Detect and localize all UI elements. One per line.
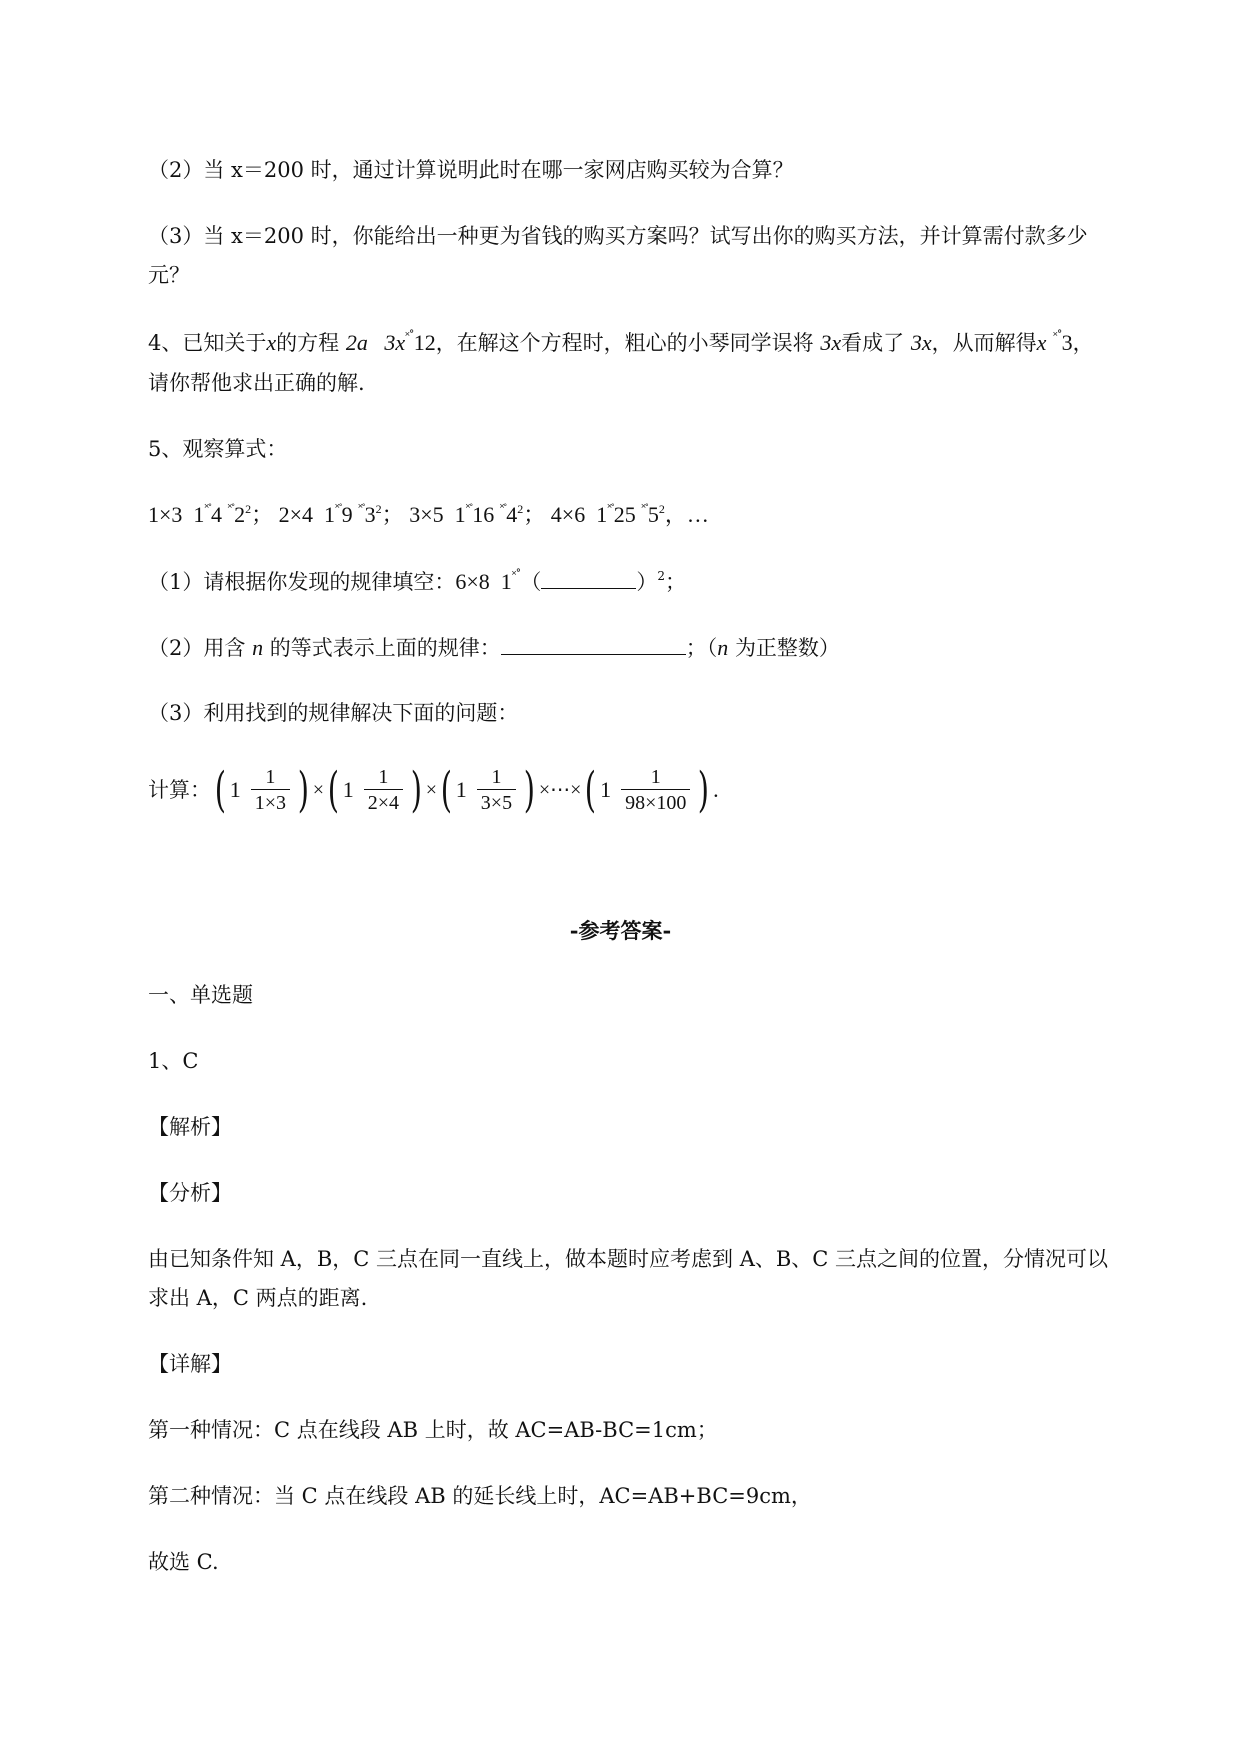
q5-series (148, 500, 709, 533)
odd-symbol: ˟˚ (511, 568, 521, 582)
q5-part2-blank[interactable] (501, 632, 686, 655)
q4-mid3: 看成了 (841, 331, 905, 355)
fraction-3: $\frac{1}{3\times 5}$ (477, 765, 516, 816)
calc-label: 计算： (148, 778, 211, 802)
fraction-4: $\frac{1}{98\times 100}$ (621, 765, 690, 816)
q4-line2: 请你帮他求出正确的解. (148, 371, 365, 395)
ellipsis: ，… (664, 502, 709, 527)
separator: ； (381, 502, 404, 527)
q4-prefix: 4、已知关于 (148, 331, 267, 355)
q4-equation: 2a 3x (345, 330, 406, 355)
answers-heading: -参考答案- (569, 918, 672, 943)
q4-x-symbol: ˟˚ (1053, 329, 1062, 343)
one: 1 (342, 777, 354, 802)
q5-item-1: 1×3 1˟˚4 $^{˟˚}2^2$ (148, 501, 252, 527)
q4-eq-rhs: 12 (413, 330, 436, 355)
paren-open: ( (214, 762, 226, 818)
semicolon: ； (665, 570, 687, 594)
paren-close: ) (523, 762, 536, 818)
q5-part3: （3）利用找到的规律解决下面的问题： (148, 701, 519, 725)
xiangjie-label: 【详解】 (148, 1352, 232, 1376)
q5-part1-expr: 6×8 1 (455, 569, 512, 594)
q4-mid1: 的方程 (276, 331, 340, 355)
q3-part2: （2）当 x＝200 时，通过计算说明此时在哪一家网店购买较为合算？ (148, 158, 794, 182)
answers-section: 一、单选题 (148, 983, 253, 1007)
close-paren: ） (636, 570, 658, 594)
q4-term1: 3x (820, 330, 842, 355)
one: 1 (229, 777, 241, 802)
q4-eq-symbol: ˟˚ (405, 329, 414, 343)
q5-item-2: 2×4 1˟˚9 $^{˟˚}3^2$ (278, 501, 382, 527)
analysis-line2: 求出 A，C 两点的距离. (148, 1286, 368, 1310)
fenxi-label: 【分析】 (148, 1181, 232, 1205)
separator: ； (251, 502, 274, 527)
q5-part1-prefix: （1）请根据你发现的规律填空： (148, 570, 456, 594)
paren-open: ( (327, 762, 340, 818)
var-n: n (252, 635, 264, 660)
case2: 第二种情况：当 C 点在线段 AB 的延长线上时，AC=AB+BC=9cm， (148, 1484, 812, 1508)
q5-part2-tail: 为正整数） (734, 636, 840, 660)
q4-mid4: ，从而解得 (931, 331, 1037, 355)
q4-xvar: x (1036, 330, 1047, 355)
paren-close: ) (698, 762, 710, 818)
conclusion: 故选 C. (148, 1550, 219, 1574)
jiexi-label: 【解析】 (148, 1115, 232, 1139)
q4-term2: 3x (910, 330, 932, 355)
one: 1 (455, 777, 467, 802)
q5-item-3: 3×5 1˟˚16 $^{˟˚}4^2$ (409, 501, 524, 527)
q4-var: x (266, 330, 277, 355)
times-ellipsis: ×⋯× (538, 779, 582, 801)
one: 1 (600, 777, 612, 802)
period: . (713, 777, 719, 802)
q5-item-4: 4×6 1˟˚25 $^{˟˚}5^2$ (550, 501, 665, 527)
exponent: 2 (657, 569, 666, 583)
q5-part1 (148, 566, 686, 600)
paren-close: ) (410, 762, 423, 818)
times: × (312, 779, 325, 801)
q5-title: 5、观察算式： (148, 437, 288, 461)
q4-mid2: ，在解这个方程时，粗心的小琴同学误将 (435, 331, 814, 355)
q5-part2-mid: 的等式表示上面的规律： (269, 636, 501, 660)
q5-part2-prefix: （2）用含 (148, 636, 246, 660)
q3-part3-line2: 元？ (148, 263, 190, 287)
paren-open: ( (440, 762, 453, 818)
q5-part1-blank[interactable] (541, 566, 636, 589)
fraction-2: $\frac{1}{2\times 4}$ (364, 765, 403, 816)
q3-part3-line1: （3）当 x＝200 时，你能给出一种更为省钱的购买方案吗？试写出你的购买方法，并计算需付款多少 (148, 224, 1088, 248)
answer-1: 1、C (148, 1049, 199, 1073)
paren-open: ( (585, 762, 597, 818)
q4-line1 (148, 328, 1094, 361)
q5-part2-end: ；（ (685, 636, 718, 660)
var-n: n (717, 635, 729, 660)
q4-xval: 3 (1061, 330, 1073, 355)
q5-part2 (148, 632, 840, 663)
open-paren: （ (520, 570, 542, 594)
times: × (425, 779, 438, 801)
paren-close: ) (297, 762, 310, 818)
fraction-1: $\frac{1}{1\times 3}$ (251, 765, 290, 816)
separator: ； (523, 502, 546, 527)
q5-calc (148, 760, 719, 820)
q4-end: ， (1072, 331, 1094, 355)
analysis-line1: 由已知条件知 A，B，C 三点在同一直线上，做本题时应考虑到 A、B、C 三点之间的位置，分情况可以 (148, 1247, 1109, 1271)
case1: 第一种情况：C 点在线段 AB 上时，故 AC=AB-BC=1cm； (148, 1418, 718, 1442)
